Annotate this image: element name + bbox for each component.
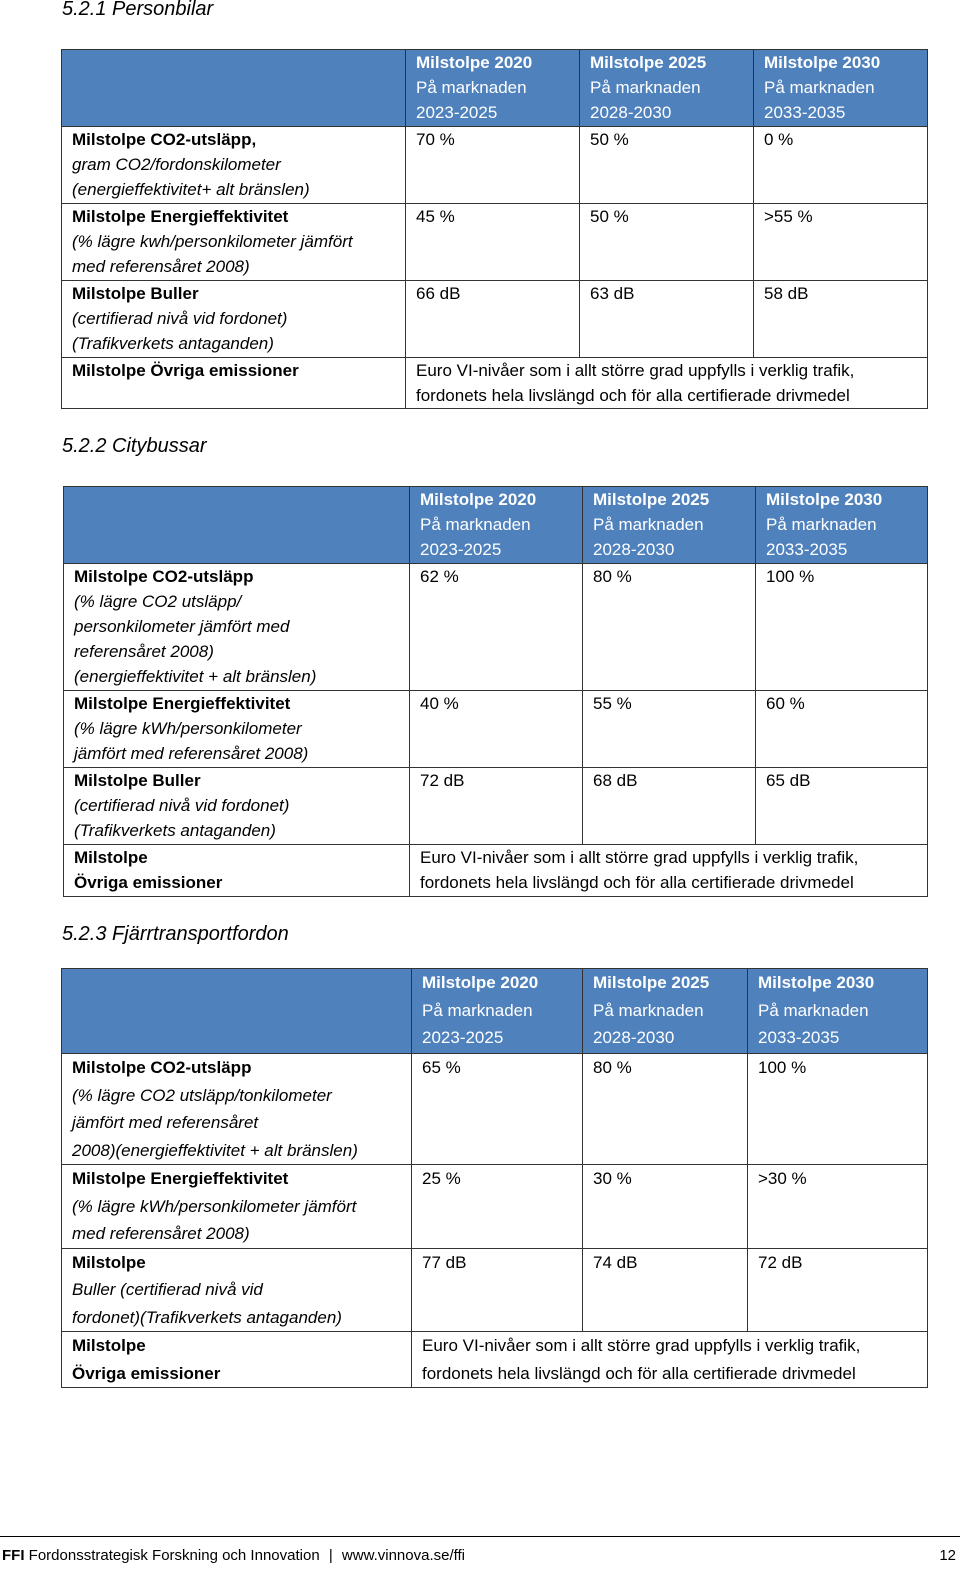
row-label-cell — [64, 768, 410, 845]
table-row — [64, 691, 928, 768]
footer-left — [2, 1546, 465, 1566]
value-cell: 72 dB — [410, 768, 583, 845]
emissions-text-cell — [410, 845, 928, 897]
row-label: Milstolpe Energieffektivitet — [72, 1169, 289, 1188]
value-cell: 45 % — [406, 204, 580, 281]
page-number: 12 — [939, 1547, 956, 1564]
milestone-2030-header: Milstolpe 2030 På marknaden 2033-2035 — [754, 50, 928, 127]
row-label: Milstolpe — [72, 1336, 146, 1355]
row-description: (energieffektivitet + alt bränslen) — [74, 667, 317, 686]
value-cell: 66 dB — [406, 281, 580, 358]
milestone-2025-header: Milstolpe 2025 På marknaden 2028-2030 — [580, 50, 754, 127]
value-cell: 77 dB — [412, 1248, 583, 1332]
row-description: referensåret 2008) — [74, 642, 214, 661]
milestone-2030-header: Milstolpe 2030 På marknaden 2033-2035 — [748, 969, 928, 1054]
footer-text: Fordonsstrategisk Forskning och Innovation — [28, 1547, 320, 1564]
row-description: (% lägre kWh/personkilometer jämfört — [72, 1196, 357, 1216]
row-label: Milstolpe CO2-utsläpp — [74, 567, 254, 586]
value-cell: 80 % — [583, 1054, 748, 1165]
row-label-cell — [62, 281, 406, 358]
row-label-cell — [62, 1332, 412, 1388]
table-citybussar — [63, 486, 928, 897]
value-cell: 65 % — [412, 1054, 583, 1165]
row-label-cell — [62, 127, 406, 204]
emissions-text-line: Euro VI-nivåer som i allt större grad uppfylls i verklig trafik, — [422, 1336, 861, 1355]
milestone-2020-header: Milstolpe 2020 På marknaden 2023-2025 — [412, 969, 583, 1054]
value-cell: 55 % — [583, 691, 756, 768]
emissions-text-line: fordonets hela livslängd och för alla certifierade drivmedel — [416, 386, 850, 405]
table-row — [62, 1165, 928, 1249]
row-description: (energieffektivitet+ alt bränslen) — [72, 180, 310, 199]
row-label-cell — [64, 564, 410, 691]
value-cell: 0 % — [754, 127, 928, 204]
row-description: (certifierad nivå vid fordonet) — [74, 796, 290, 815]
table-row — [62, 281, 928, 358]
row-label-cell — [62, 204, 406, 281]
value-cell: 72 dB — [748, 1248, 928, 1332]
value-cell: >30 % — [748, 1165, 928, 1249]
row-label: Milstolpe — [72, 1252, 146, 1272]
section-title-fjarrtransportfordon: 5.2.3 Fjärrtransportfordon — [62, 923, 289, 945]
milestone-2025-header: Milstolpe 2025 På marknaden 2028-2030 — [583, 487, 756, 564]
row-label-cell — [62, 1054, 412, 1165]
value-cell: 30 % — [583, 1165, 748, 1249]
row-description: (Trafikverkets antaganden) — [74, 821, 276, 840]
table-row — [62, 358, 928, 409]
row-description: personkilometer jämfört med — [74, 617, 290, 636]
row-description: med referensåret 2008) — [72, 257, 250, 276]
row-label: Milstolpe Buller — [72, 284, 199, 303]
value-cell: 25 % — [412, 1165, 583, 1249]
header-blank-cell — [62, 969, 412, 1054]
milestone-2020-header: Milstolpe 2020 På marknaden 2023-2025 — [406, 50, 580, 127]
footer-url[interactable]: www.vinnova.se/ffi — [341, 1547, 466, 1564]
row-description: (Trafikverkets antaganden) — [72, 334, 274, 353]
emissions-text-line: Euro VI-nivåer som i allt större grad uppfylls i verklig trafik, — [420, 848, 859, 867]
milestone-2020-header: Milstolpe 2020 På marknaden 2023-2025 — [410, 487, 583, 564]
footer-separator: | — [328, 1547, 333, 1564]
value-cell: 68 dB — [583, 768, 756, 845]
value-cell: 40 % — [410, 691, 583, 768]
row-description: (% lägre CO2 utsläpp/tonkilometer — [72, 1085, 332, 1105]
table-row — [62, 204, 928, 281]
emissions-text-line: Euro VI-nivåer som i allt större grad uppfylls i verklig trafik, — [416, 361, 855, 380]
row-description: 2008)(energieffektivitet + alt bränslen) — [72, 1140, 358, 1160]
value-cell: >55 % — [754, 204, 928, 281]
row-label: Milstolpe — [74, 848, 148, 867]
table-row — [64, 768, 928, 845]
row-description: fordonet)(Trafikverkets antaganden) — [72, 1307, 342, 1327]
table-row — [64, 564, 928, 691]
value-cell: 80 % — [583, 564, 756, 691]
header-blank-cell — [62, 50, 406, 127]
value-cell: 65 dB — [756, 768, 928, 845]
section-title-citybussar: 5.2.2 Citybussar — [62, 435, 207, 457]
table-row — [62, 1332, 928, 1388]
value-cell: 60 % — [756, 691, 928, 768]
milestone-2030-header: Milstolpe 2030 På marknaden 2033-2035 — [756, 487, 928, 564]
value-cell: 58 dB — [754, 281, 928, 358]
row-label: Övriga emissioner — [74, 873, 223, 892]
value-cell: 63 dB — [580, 281, 754, 358]
value-cell: 100 % — [756, 564, 928, 691]
milestone-2025-header: Milstolpe 2025 På marknaden 2028-2030 — [583, 969, 748, 1054]
row-label: Milstolpe Energieffektivitet — [72, 207, 289, 226]
value-cell: 70 % — [406, 127, 580, 204]
row-label-cell — [64, 691, 410, 768]
row-description: med referensåret 2008) — [72, 1224, 250, 1243]
emissions-text-cell — [406, 358, 928, 409]
footer-brand: FFI — [2, 1547, 25, 1564]
row-label: Milstolpe CO2-utsläpp, — [72, 130, 257, 149]
row-description: (% lägre kWh/personkilometer — [74, 719, 302, 738]
row-description: gram CO2/fordonskilometer — [72, 155, 281, 174]
row-label-cell — [64, 845, 410, 897]
row-description: (certifierad nivå vid fordonet) — [72, 309, 288, 328]
emissions-text-cell — [412, 1332, 928, 1388]
row-description: Buller (certifierad nivå vid — [72, 1280, 263, 1299]
row-label: Milstolpe CO2-utsläpp — [72, 1058, 252, 1077]
value-cell: 62 % — [410, 564, 583, 691]
row-label-cell — [62, 1165, 412, 1249]
emissions-text-line: fordonets hela livslängd och för alla certifierade drivmedel — [420, 873, 854, 892]
row-label: Milstolpe Energieffektivitet — [74, 694, 291, 713]
table-row — [62, 1248, 928, 1332]
value-cell: 74 dB — [583, 1248, 748, 1332]
row-label: Övriga emissioner — [72, 1363, 221, 1383]
value-cell: 100 % — [748, 1054, 928, 1165]
row-description: (% lägre kwh/personkilometer jämfört — [72, 232, 353, 251]
value-cell: 50 % — [580, 204, 754, 281]
section-title-personbilar: 5.2.1 Personbilar — [62, 0, 214, 20]
row-description: (% lägre CO2 utsläpp/ — [74, 592, 242, 611]
table-row — [62, 127, 928, 204]
page-footer — [0, 1536, 960, 1564]
value-cell: 50 % — [580, 127, 754, 204]
table-row — [62, 1054, 928, 1165]
header-blank-cell — [64, 487, 410, 564]
table-personbilar — [61, 49, 928, 409]
row-label: Milstolpe Buller — [74, 771, 201, 790]
emissions-text-line: fordonets hela livslängd och för alla certifierade drivmedel — [422, 1363, 856, 1383]
table-fjarrtransportfordon — [61, 968, 928, 1388]
row-label-cell — [62, 358, 406, 409]
row-description: jämfört med referensåret 2008) — [74, 744, 309, 763]
row-label-cell — [62, 1248, 412, 1332]
row-label: Milstolpe Övriga emissioner — [72, 361, 299, 380]
row-description: jämfört med referensåret — [72, 1113, 259, 1132]
table-row — [64, 845, 928, 897]
